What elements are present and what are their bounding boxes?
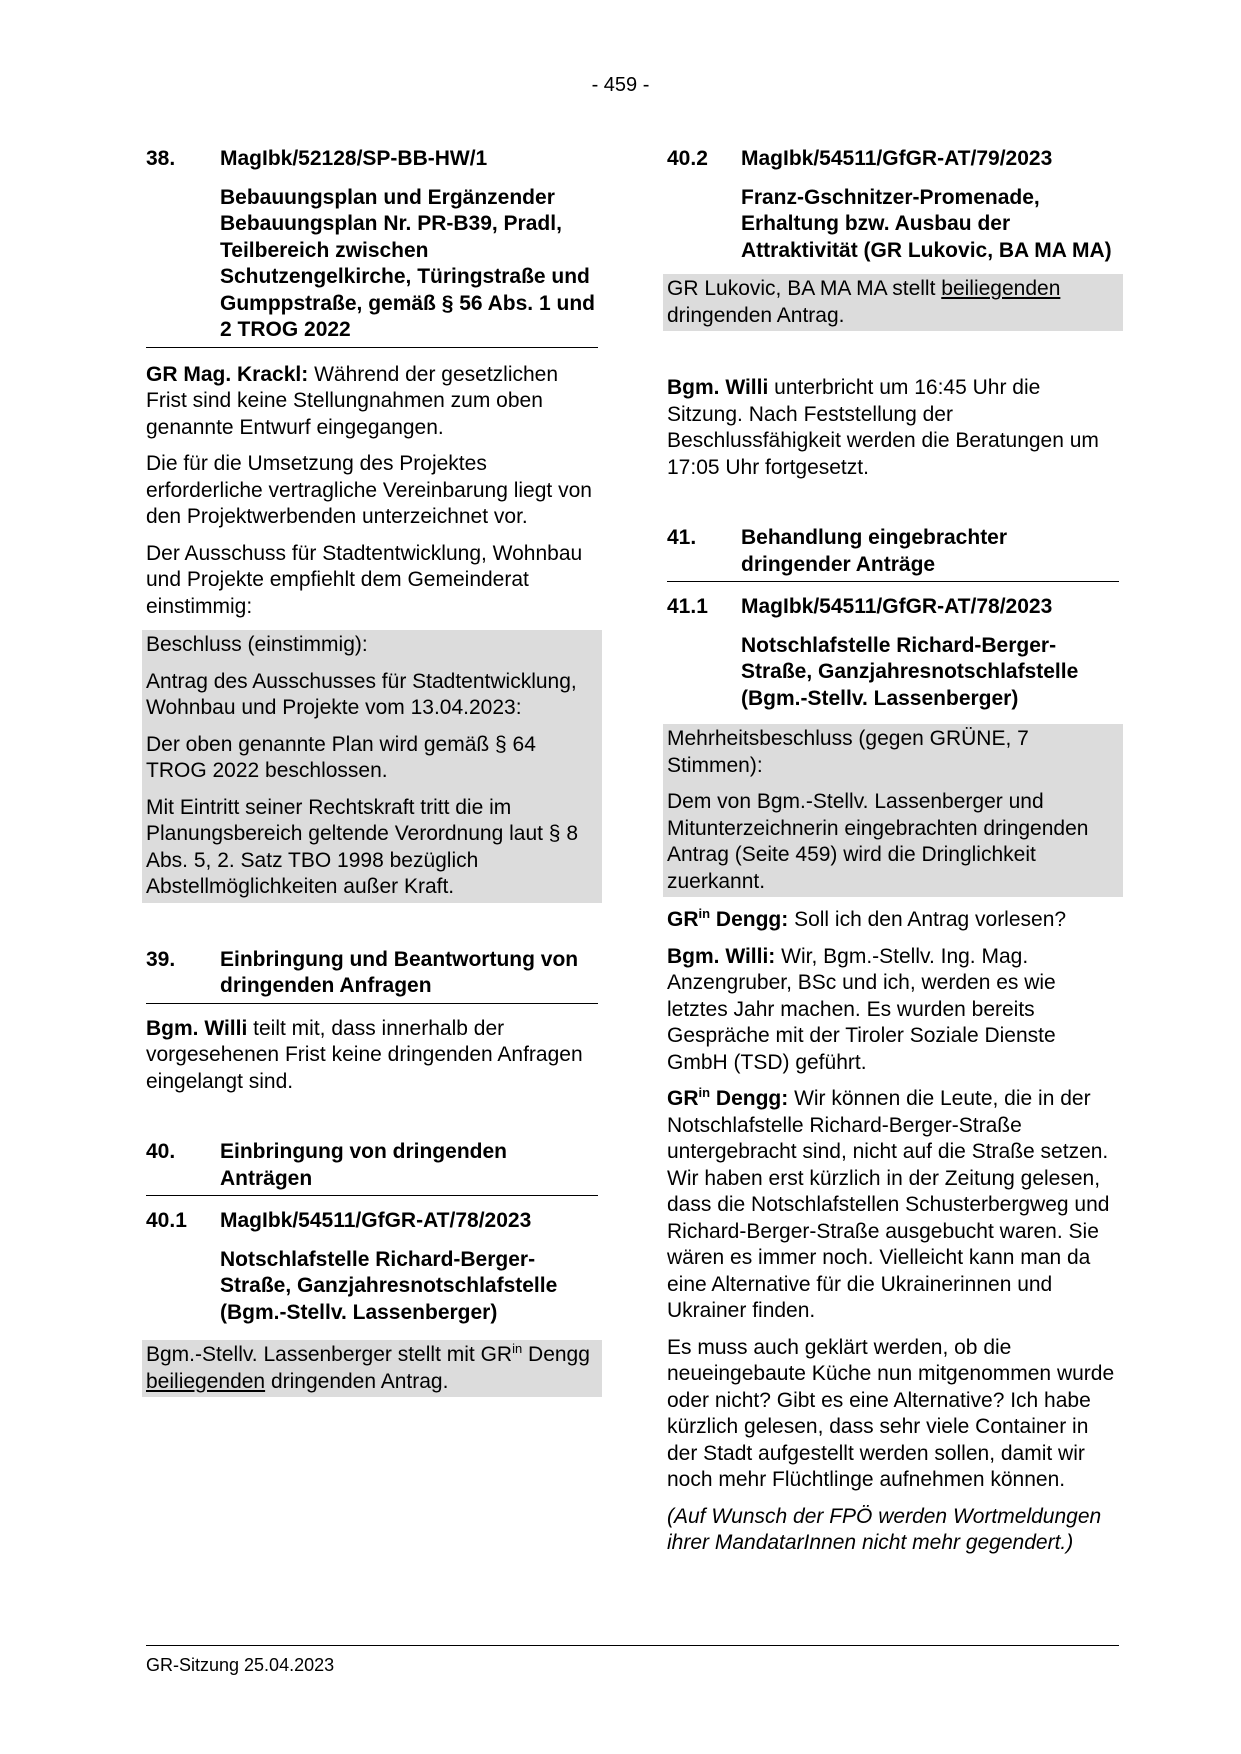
section-heading bbox=[146, 146, 598, 173]
right-column bbox=[667, 146, 1119, 1557]
section-heading bbox=[146, 947, 598, 1004]
speaker-text: GR bbox=[667, 908, 699, 931]
dialogue-line bbox=[667, 944, 1119, 1077]
speaker bbox=[667, 1087, 788, 1110]
speaker-text: GR bbox=[667, 1087, 699, 1110]
paragraph bbox=[146, 1016, 598, 1096]
file-code: MagIbk/54511/GfGR-AT/78/2023 bbox=[220, 1209, 532, 1232]
section-40-2 bbox=[667, 146, 1119, 331]
section-title: Behandlung eingebrachter dringender Anträge bbox=[741, 526, 1008, 576]
dialogue-line bbox=[667, 1086, 1119, 1325]
superscript: in bbox=[512, 1341, 523, 1356]
paragraph-text: teilt mit, dass innerhalb der vorgesehenen Frist keine dringenden Anfragen eingelangt sind. bbox=[146, 1016, 583, 1093]
editorial-note: (Auf Wunsch der FPÖ werden Wortmeldungen ihrer MandatarInnen nicht mehr gegendert.) bbox=[667, 1504, 1102, 1554]
section-title: Einbringung und Beantwortung von dringenden Anfragen bbox=[220, 947, 579, 997]
paragraph-text: Soll ich den Antrag vorlesen? bbox=[794, 908, 1067, 931]
section-title: Einbringung von dringenden Anträgen bbox=[220, 1140, 507, 1190]
footer-text: GR-Sitzung 25.04.2023 bbox=[146, 1655, 335, 1675]
resolution-text: Der oben genannte Plan wird gemäß § 64 TROG 2022 beschlossen. bbox=[146, 732, 536, 782]
dialogue-line bbox=[667, 907, 1119, 934]
paragraph: Es muss auch geklärt werden, ob die neueingebaute Küche nun mitgenommen wurde oder nicht? Gibt es eine Alternative? Ich habe kürzlich gelesen, dass sehr viele Container in der Stadt aufgestellt werden sollen, damit wir noch mehr Flüchtlinge aufnehmen können. bbox=[667, 1335, 1115, 1491]
attachment-link[interactable]: beiliegenden bbox=[146, 1369, 266, 1393]
section-number: 38. bbox=[146, 147, 176, 170]
section-41 bbox=[667, 525, 1119, 582]
paragraph-text: Wir können die Leute, die in der Notschlafstelle Richard-Berger-Straße untergebracht sind, nicht auf die Straße setzen. Wir haben erst kürzlich in der Zeitung gelesen, dass die Notschlafstellen Schusterbergweg und Richard-Berger-Straße ausgebucht waren. Sie wären es immer noch. Vielleicht kann man da eine Alternative für die Ukrainerinnen und Ukrainer finden. bbox=[667, 1087, 1110, 1322]
section-number: 41. bbox=[667, 526, 697, 549]
text-part: dringenden Antrag. bbox=[265, 1369, 449, 1393]
speaker: Bgm. Willi bbox=[667, 376, 769, 399]
text-part: Bgm.-Stellv. Lassenberger stellt mit GR bbox=[146, 1343, 513, 1366]
section-heading bbox=[667, 594, 1119, 621]
section-number: 40.1 bbox=[146, 1209, 187, 1232]
section-title: Notschlafstelle Richard-Berger-Straße, Ganzjahresnotschlafstelle (Bgm.-Stellv. Lassenberger) bbox=[220, 1247, 558, 1324]
file-code: MagIbk/54511/GfGR-AT/79/2023 bbox=[741, 147, 1053, 170]
paragraph-text: Während der gesetzlichen Frist sind keine Stellungnahmen zum oben genannte Entwurf eingegangen. bbox=[146, 362, 559, 439]
section-40 bbox=[146, 1139, 598, 1196]
resolution-text: Mit Eintritt seiner Rechtskraft tritt die im Planungsbereich geltende Verordnung laut § 8 Abs. 5, 2. Satz TBO 1998 bezüglich Abstellmöglichkeiten außer Kraft. bbox=[146, 795, 578, 898]
resolution-box bbox=[663, 724, 1123, 897]
left-column bbox=[146, 146, 598, 1397]
footer-divider bbox=[146, 1645, 1119, 1646]
resolution-heading: Mehrheitsbeschluss (gegen GRÜNE, 7 Stimmen): bbox=[667, 727, 1029, 777]
speaker: GR Mag. Krackl: bbox=[146, 362, 309, 386]
paragraph-text: Wir, Bgm.-Stellv. Ing. Mag. Anzengruber, BSc und ich, werden es wie letztes Jahr machen. Es wurden bereits Gespräche mit der Tiroler Soziale Dienste GmbH (TSD) geführt. bbox=[667, 944, 1056, 1074]
motion-text bbox=[146, 1342, 598, 1395]
paragraph-text: unterbricht um 16:45 Uhr die Sitzung. Nach Feststellung der Beschlussfähigkeit werden die Beratungen um 17:05 Uhr fortgesetzt. bbox=[667, 376, 1099, 479]
resolution-text: Dem von Bgm.-Stellv. Lassenberger und Mitunterzeichnerin eingebrachten dringenden Antrag (Seite 459) wird die Dringlichkeit zuerkannt. bbox=[667, 790, 1089, 893]
section-heading bbox=[667, 146, 1119, 173]
section-heading bbox=[667, 525, 1119, 582]
section-number: 41.1 bbox=[667, 595, 708, 618]
paragraph: Die für die Umsetzung des Projektes erforderliche vertragliche Vereinbarung liegt von den Projektwerbenden unterzeichnet vor. bbox=[146, 452, 592, 528]
section-40-1 bbox=[146, 1208, 598, 1397]
section-heading bbox=[146, 1139, 598, 1196]
section-39 bbox=[146, 947, 598, 1096]
section-38 bbox=[146, 146, 598, 903]
page-number: - 459 - bbox=[591, 74, 650, 96]
speaker-text: Dengg: bbox=[710, 908, 789, 931]
speaker: Bgm. Willi bbox=[146, 1016, 248, 1040]
file-code: MagIbk/52128/SP-BB-HW/1 bbox=[220, 147, 488, 170]
section-41-1 bbox=[667, 594, 1119, 897]
text-part: GR Lukovic, BA MA MA stellt bbox=[667, 277, 942, 300]
section-title: Franz-Gschnitzer-Promenade, Erhaltung bzw. Ausbau der Attraktivität (GR Lukovic, BA MA MA) bbox=[741, 185, 1112, 262]
motion-box bbox=[663, 274, 1123, 331]
speaker bbox=[667, 908, 788, 931]
resolution-box bbox=[142, 630, 602, 903]
section-number: 39. bbox=[146, 947, 176, 971]
speaker-text: Dengg: bbox=[710, 1087, 789, 1110]
file-code: MagIbk/54511/GfGR-AT/78/2023 bbox=[741, 595, 1053, 618]
resolution-text: Antrag des Ausschusses für Stadtentwicklung, Wohnbau und Projekte vom 13.04.2023: bbox=[146, 669, 577, 719]
text-part: dringenden Antrag. bbox=[667, 303, 845, 327]
section-number: 40. bbox=[146, 1140, 176, 1163]
paragraph bbox=[146, 362, 598, 442]
superscript: in bbox=[698, 1085, 711, 1100]
paragraph: Der Ausschuss für Stadtentwicklung, Wohnbau und Projekte empfiehlt dem Gemeinderat einstimmig: bbox=[146, 541, 583, 618]
section-title: Bebauungsplan und Ergänzender Bebauungsplan Nr. PR-B39, Pradl, Teilbereich zwischen Schutzengelkirche, Türingstraße und Gumppstraße, gemäß § 56 Abs. 1 und 2 TROG 2022 bbox=[146, 185, 598, 348]
resolution-heading: Beschluss (einstimmig): bbox=[146, 633, 368, 656]
section-number: 40.2 bbox=[667, 147, 708, 170]
attachment-link[interactable]: beiliegenden bbox=[941, 277, 1061, 300]
section-title: Notschlafstelle Richard-Berger-Straße, Ganzjahresnotschlafstelle (Bgm.-Stellv. Lassenberger) bbox=[741, 633, 1079, 710]
section-heading bbox=[146, 1208, 598, 1235]
paragraph bbox=[667, 375, 1119, 481]
motion-text bbox=[667, 276, 1119, 329]
speaker: Bgm. Willi: bbox=[667, 944, 776, 968]
text-part: Dengg bbox=[522, 1343, 590, 1366]
motion-box bbox=[142, 1340, 602, 1397]
superscript: in bbox=[698, 906, 711, 921]
